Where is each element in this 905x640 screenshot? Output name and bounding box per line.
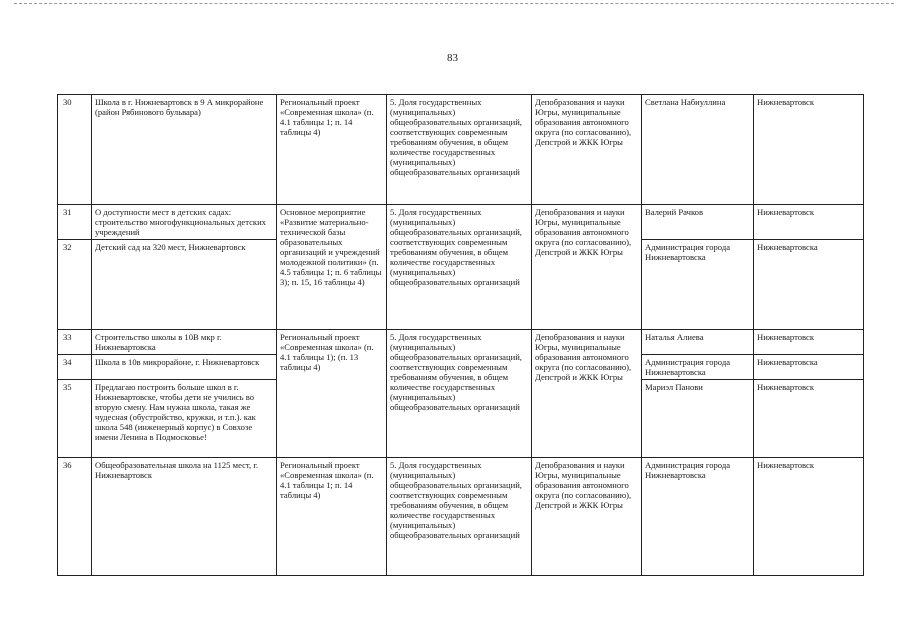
row-number: 36 [58,458,92,576]
table-row [58,330,864,355]
object-cell: Школа в г. Нижневартовск в 9 А микрорайоне (район Рябинового бульвара) [92,95,277,205]
scan-top-dashed-line [14,3,894,4]
author-cell: Администрация города Нижневартовска [642,458,754,576]
table-row [58,95,864,205]
city-cell: Нижневартовск [754,458,864,576]
city-cell: Нижневартовск [754,205,864,240]
executor-cell: Депобразования и науки Югры, муниципальные образования автономного округа (по согласованию), Депстрой и ЖКК Югры [532,330,642,458]
object-cell: Общеобразовательная школа на 1125 мест, г. Нижневартовск [92,458,277,576]
city-cell: Нижневартовск [754,95,864,205]
executor-cell: Депобразования и науки Югры, муниципальные образования автономного округа (по согласованию), Депстрой и ЖКК Югры [532,95,642,205]
object-cell: О доступности мест в детских садах: строительство многофункциональных детских учреждений [92,205,277,240]
object-cell: Школа в 10в микрорайоне, г. Нижневартовск [92,355,277,380]
executor-cell: Депобразования и науки Югры, муниципальные образования автономного округа (по согласованию), Депстрой и ЖКК Югры [532,458,642,576]
author-cell: Светлана Набиуллина [642,95,754,205]
row-number: 32 [58,240,92,330]
program-cell: Региональный проект «Современная школа» (п. 4.1 таблицы 1; п. 14 таблицы 4) [277,458,387,576]
program-cell: Региональный проект «Современная школа» (п. 4.1 таблицы 1); (п. 13 таблицы 4) [277,330,387,458]
row-number: 30 [58,95,92,205]
city-cell: Нижневартовска [754,355,864,380]
proposals-table [57,94,864,576]
indicator-cell: 5. Доля государственных (муниципальных) общеобразовательных организаций, соответствующих современным требованиям обучения, в общем количестве государственных (муниципальных) общеобразовательных организаций [387,205,532,330]
object-cell: Детский сад на 320 мест, Нижневартовск [92,240,277,330]
executor-cell: Депобразования и науки Югры, муниципальные образования автономного округа (по согласованию), Депстрой и ЖКК Югры [532,205,642,330]
row-number: 31 [58,205,92,240]
indicator-cell: 5. Доля государственных (муниципальных) общеобразовательных организаций, соответствующих современным требованиям обучения, в общем количестве государственных (муниципальных) общеобразовательных организаций [387,95,532,205]
row-number: 35 [58,380,92,458]
program-cell: Региональный проект «Современная школа» (п. 4.1 таблицы 1; п. 14 таблицы 4) [277,95,387,205]
author-cell: Валерий Рачков [642,205,754,240]
indicator-cell: 5. Доля государственных (муниципальных) общеобразовательных организаций, соответствующих современным требованиям обучения, в общем количестве государственных (муниципальных) общеобразовательных организаций [387,330,532,458]
city-cell: Нижневартовск [754,380,864,458]
program-cell: Основное мероприятие «Развитие материально-технической базы образовательных организаций и учреждений молодежной политики» (п. 4.5 таблицы 1; п. 6 таблицы 3); п. 15, 16 таблицы 4) [277,205,387,330]
author-cell: Администрация города Нижневартовска [642,355,754,380]
city-cell: Нижневартовска [754,240,864,330]
indicator-cell: 5. Доля государственных (муниципальных) общеобразовательных организаций, соответствующих современным требованиям обучения, в общем количестве государственных (муниципальных) общеобразовательных организаций [387,458,532,576]
object-cell: Строительство школы в 10В мкр г. Нижневартовска [92,330,277,355]
table-row [58,458,864,576]
object-cell: Предлагаю построить больше школ в г. Нижневартовске, чтобы дети не учились во вторую смену. Нам нужна школа, такая же чудесная (обустройство, кружки, и т.п.). как школа 548 (инженерный корпус) в Совхозе имени Ленина в Подмосковье! [92,380,277,458]
author-cell: Мариэл Панови [642,380,754,458]
row-number: 34 [58,355,92,380]
city-cell: Нижневартовск [754,330,864,355]
author-cell: Наталья Алиева [642,330,754,355]
page-number: 83 [447,52,458,64]
author-cell: Администрация города Нижневартовска [642,240,754,330]
table-row [58,205,864,240]
row-number: 33 [58,330,92,355]
